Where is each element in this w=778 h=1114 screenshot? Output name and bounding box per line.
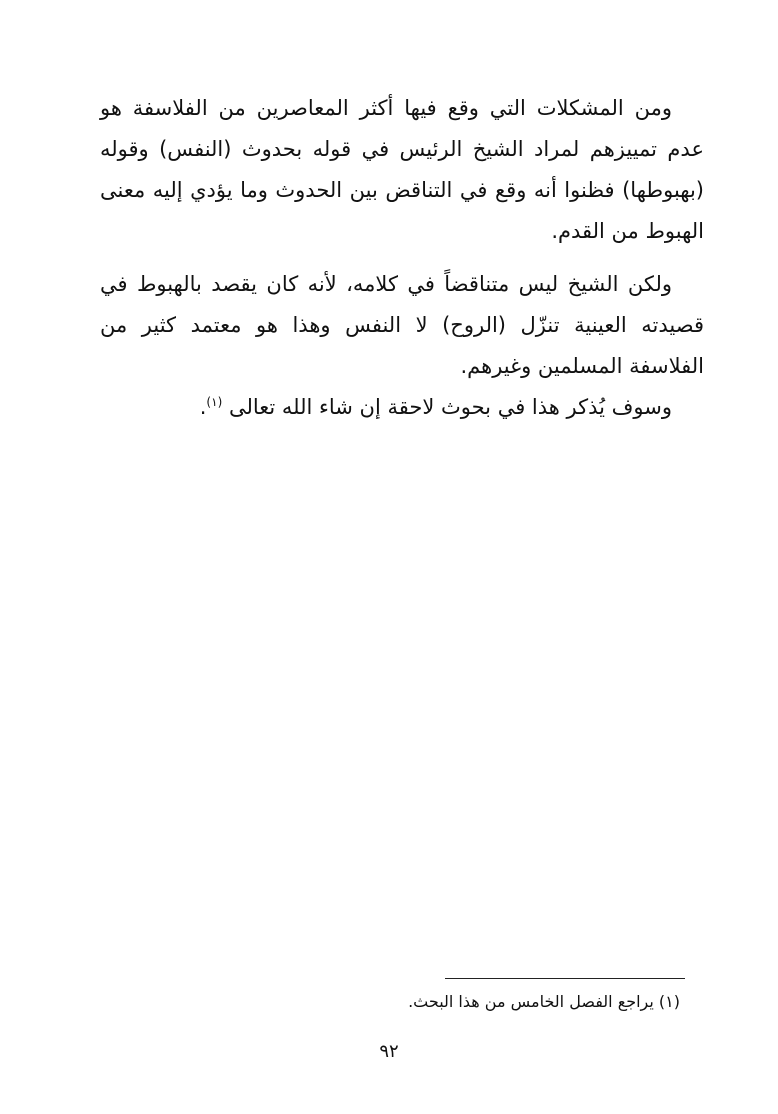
footnote: (١) يراجع الفصل الخامس من هذا البحث. xyxy=(408,992,680,1011)
footnote-separator xyxy=(445,978,685,979)
footnote-marker: (١) xyxy=(206,395,223,409)
paragraph-1: ومن المشكلات التي وقع فيها أكثر المعاصرين من الفلاسفة هو عدم تمييزهم لمراد الشيخ الرئيس في قوله بحدوث (النفس) وقوله (بهبوطها) فظنوا أنه وقع في التناقض بين الحدوث وما يؤدي إليه معنى الهبوط من القدم. xyxy=(100,96,704,243)
paragraph-3-ending: . xyxy=(199,395,207,419)
paragraph-3-text: وسوف يُذكر هذا في بحوث لاحقة إن شاء الله تعالى xyxy=(228,395,672,419)
page-number: ٩٢ xyxy=(379,1041,399,1062)
main-text-block xyxy=(100,88,704,428)
paragraph-3 xyxy=(100,387,704,428)
paragraph-2: ولكن الشيخ ليس متناقضاً في كلامه، لأنه كان يقصد بالهبوط في قصيدته العينية تنزّل (الروح) لا النفس وهذا هو معتمد كثير من الفلاسفة المسلمين وغيرهم. xyxy=(100,272,704,378)
